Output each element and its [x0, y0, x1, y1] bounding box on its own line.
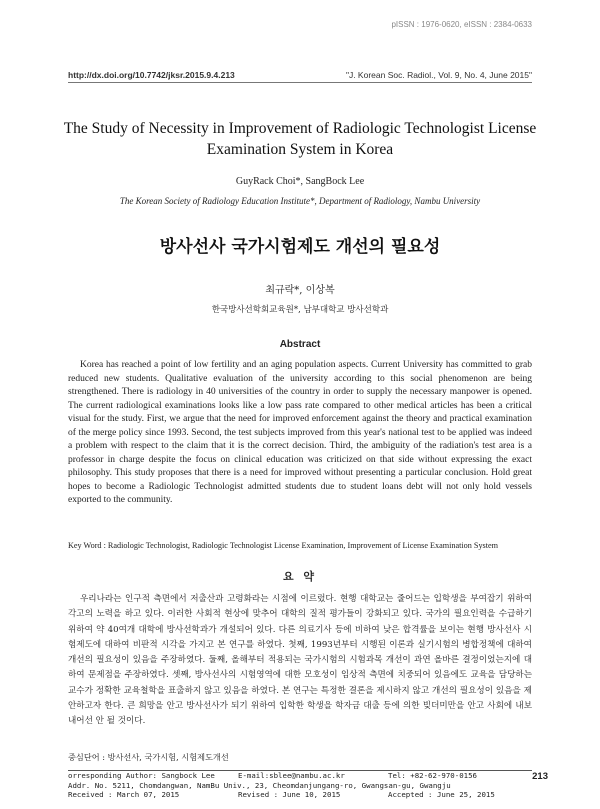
korean-authors: 최규락*, 이상복: [265, 285, 335, 296]
footnote: [68, 770, 532, 800]
accepted-date: Accepted : June 25, 2015: [388, 790, 495, 799]
issn-line: pISSN : 1976-0620, eISSN : 2384-0633: [391, 20, 532, 29]
doi-link[interactable]: http://dx.doi.org/10.7742/jksr.2015.9.4.213: [68, 70, 235, 80]
korean-keywords: 중심단어 : 방사선사, 국가시험, 시험제도개선: [68, 752, 229, 762]
journal-reference: "J. Korean Soc. Radiol., Vol. 9, No. 4, June 2015": [345, 70, 532, 80]
authors: GuyRack Choi*, SangBock Lee: [235, 176, 365, 187]
page-number: 213: [532, 771, 548, 782]
keywords: Key Word : Radiologic Technologist, Radiologic Technologist License Examination, Improvement of License Examination System: [68, 541, 498, 550]
address: Addr. No. 5211, Chomdangwan, NamBu Univ., 23, Cheomdanjungang-ro, Gwangsan-gu, Gwangju: [68, 780, 451, 790]
affiliations: The Korean Society of Radiology Education Institute*, Department of Radiology, Nambu University: [119, 196, 481, 206]
korean-summary-text: 우리나라는 인구적 측면에서 저출산과 고령화라는 시점에 이르렀다. 현행 대학교는 줄어드는 입학생을 부여잡기 위하여 각고의 노력을 하고 있다. 이러한 사회적 현상에 맞추어 대학의 질적 평가들이 강화되고 있다. 국가의 필요인력을 수급하기 위하여 약 40여개 대학에 방사선학과가 개설되어 있다. 다른 의료기사 등에 비하여 낮은 합격률을 보이는 현행 방사선사 시험제도에 대하여 비판적 시각을 가지고 본 연구를 하였다. 첫째, 1993년부터 시행된 이론과 실기시험의 병합정책에 대하여 개선의 필요성이 있음을 주장하였다. 둘째, 올해부터 적용되는 국가시험의 시험과목 개선이 과연 올바른 결정이었는지에 대하여 문제점을 주장하였다. 셋째, 방사선사의 시험영역에 대한 모호성이 임상적 측면에 치중되어 있음에도 교육을 담당하는 교수가 정확한 교육철학을 표출하지 않고 있음을 하였다. 본 연구는 특정한 결론을 제시하지 않고 개선의 필요성이 있음을 제안하고자 한다. 큰 희망을 안고 방사선사가 되기 위하여 입학한 학생을 학자금 대출 등에 의한 빚더미만을 안고 사회에 내보내어선 안 될 것이다.: [68, 594, 532, 727]
korean-affiliations: 한국방사선학회교육원*, 남부대학교 방사선학과: [211, 305, 389, 315]
paper-title: The Study of Necessity in Improvement of Radiologic Technologist License Examination System in Korea: [63, 120, 537, 158]
corresponding-author: orresponding Author: Sangbock Lee: [68, 771, 215, 780]
korean-title: 방사선사 국가시험제도 개선의 필요성: [159, 237, 441, 257]
abstract-text: Korea has reached a point of low fertility and an aging population aspects. Current University has committed to grab reduced new students. Qualitative evaluation of the university according to this social phenomenon are being strengthened. There is radiology in 40 universities of the country in order to supply the necessary manpower is opened. The current radiological examinations looks like a low pass rate compared to other medical articles has been a critical visual for the study. First, we argue that the need for improved enforcement against the theory and practical examination of the merge policy since 1993. Second, the test subjects improved from this year's national test to be applied was indeed a problem with respect to the claim that it is the correct decision. Third, the ambiguity of the radiation's test area is a professor in charge despite the focus on clinical education was criticized on that side without expressing the exact philosophy. This study proposes that there is a need for improved without presenting a particular conclusion. Hold great hopes to become a Radiologic Technologist admitted students due to student loans debt will not only hold vessels exported to the community.: [68, 360, 532, 505]
telephone: Tel: +82-62-970-0156: [388, 771, 477, 780]
email: E-mail:sblee@nambu.ac.kr: [238, 771, 345, 780]
header-divider: [68, 82, 532, 83]
abstract-heading: Abstract: [279, 339, 321, 350]
revised-date: Revised : June 10, 2015: [238, 790, 341, 799]
received-date: Received : March 07, 2015: [68, 790, 180, 799]
korean-summary-heading: 요 약: [282, 570, 318, 583]
